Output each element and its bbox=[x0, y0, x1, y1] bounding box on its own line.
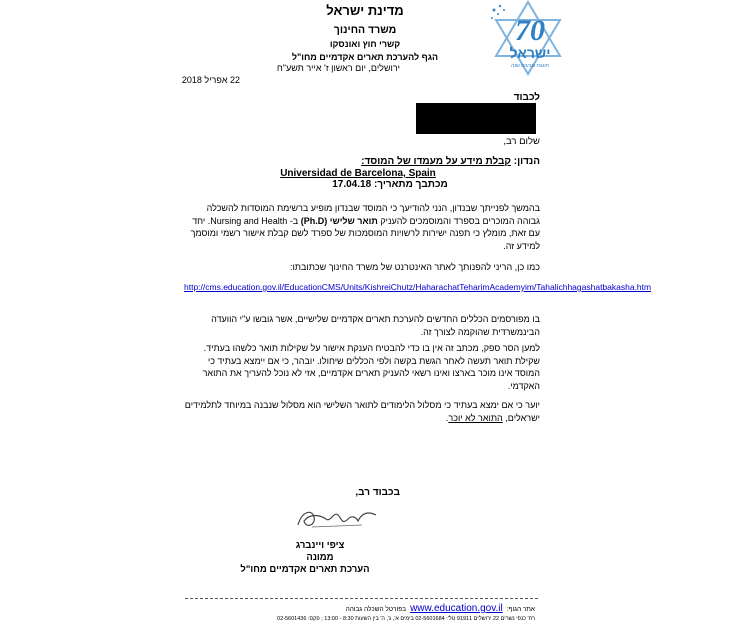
israel-70-logo bbox=[488, 0, 568, 76]
unit-name: הגף להערכת תארים אקדמיים מחו"ל bbox=[291, 51, 439, 62]
footer-website-link[interactable]: www.education.gov.il bbox=[410, 603, 503, 614]
reference-label: מכתבך מתאריך: bbox=[373, 179, 448, 190]
letterhead bbox=[255, 0, 475, 63]
signer-role: ממונה bbox=[306, 552, 334, 563]
body-paragraph-3: בו מפורסמים הכללים החדשים להערכת תארים אקדמיים שלישיים, אשר גובשו ע"י הוועדה הבינמשרדית שהוקמה לצורך זה. bbox=[211, 314, 540, 337]
body-paragraph-1 bbox=[183, 202, 540, 252]
p5-underlined: התואר לא יוכר bbox=[448, 412, 503, 423]
signer-name: ציפי ויינברג bbox=[295, 540, 345, 551]
p5-text: יוער כי אם ימצא בעתיד כי מסלול הלימודים לתואר השלישי הוא מסלול שנבנה במיוחד לתלמידים ישראלים, bbox=[184, 400, 540, 423]
state-name: מדינת ישראל bbox=[326, 3, 404, 18]
logo-tagline: חוגגת שבעים שנה bbox=[511, 63, 549, 69]
subject-line bbox=[240, 156, 540, 167]
department-name: קשרי חוץ ואונסקו bbox=[329, 39, 401, 50]
redacted-recipient bbox=[416, 103, 536, 134]
footer-divider bbox=[185, 598, 538, 599]
signer-department: הערכת תארים אקדמיים מחו"ל bbox=[240, 564, 370, 575]
signature-icon bbox=[292, 503, 382, 533]
p1-bold-degree: תואר שלישי (Ph.D) bbox=[300, 215, 378, 226]
subject-institution: Universidad de Barcelona, Spain bbox=[280, 168, 436, 179]
subject-reference bbox=[240, 179, 540, 190]
date-gregorian-text: 22 אפריל 2018 bbox=[181, 75, 240, 85]
star-of-david-icon bbox=[488, 0, 568, 76]
body-paragraph-5 bbox=[183, 399, 540, 424]
p5-end: . bbox=[445, 412, 449, 423]
footer-site-label: אתר הגוף: bbox=[506, 606, 535, 613]
handwritten-signature bbox=[292, 503, 382, 533]
p1-text-b: ב- Nursing and Health. יחד עם זאת, מומלץ כי תפנה ישירות לרשויות המוסמכות של ספרד לשם קבלת אישור רשמי ומוסמך למידע זה. bbox=[190, 215, 540, 251]
recipient-label: לכבוד bbox=[513, 92, 540, 103]
ministry-link[interactable]: http://cms.education.gov.il/EducationCMS/Units/KishreiChutz/HaharachatTeharimAcademyim/Tahalichhagashatbakasha.htm bbox=[184, 282, 652, 292]
footer-portal: בפורטל השכלה גבוהה bbox=[345, 606, 407, 613]
p1-text-a: בהמשך לפנייתך שבנדון, הנני להודיעך כי המוסד שבנדון מופיע ברשימת המוסדות להשכלה גבוהה המוכרים בספרד והמוסמכים להעניק bbox=[206, 203, 540, 226]
logo-number: 70 bbox=[515, 14, 545, 47]
footer-contact: רח' כנפי נשרים 22 ירושלים 91911 טל': 02-5601684 בימים א', ג', ה' בין השעות 8:30 - 13:00 ; פקס: 02-5601436 bbox=[277, 616, 535, 622]
date-gregorian bbox=[180, 75, 240, 85]
reference-date: 17.04.18 bbox=[332, 179, 372, 190]
subject-prefix: הנדון: bbox=[513, 156, 540, 167]
logo-word: ישראל bbox=[509, 45, 551, 61]
body-paragraph-4: למען הסר ספק, מכתב זה אין בו כדי להבטיח הענקת אישור על שקילות תואר כלשהו בעתיד. שקילת תואר תעשה לאחר הגשת בקשה ולפי הכללים שיחולו. יובהר, כי אם יימצא בעתיד כי המוסד אינו מוכר בארצו ואינו רשאי להעניק תארים אקדמיים, אזי לא נוכל להעריך את התואר האקדמי. bbox=[202, 343, 540, 391]
body-paragraph-2: כמו כן, הריני להפנותך לאתר האינטרנט של משרד החינוך שכתובתו: bbox=[289, 262, 540, 272]
date-hebrew: ירושלים, יום ראשון ז' אייר תשע"ח bbox=[276, 63, 400, 73]
footer-website-line bbox=[190, 603, 535, 615]
ministry-name: משרד החינוך bbox=[333, 24, 397, 37]
greeting: שלום רב, bbox=[503, 136, 540, 147]
regards: בכבוד רב, bbox=[355, 487, 400, 498]
subject-title: קבלת מידע על מעמדו של המוסד: bbox=[361, 156, 511, 167]
